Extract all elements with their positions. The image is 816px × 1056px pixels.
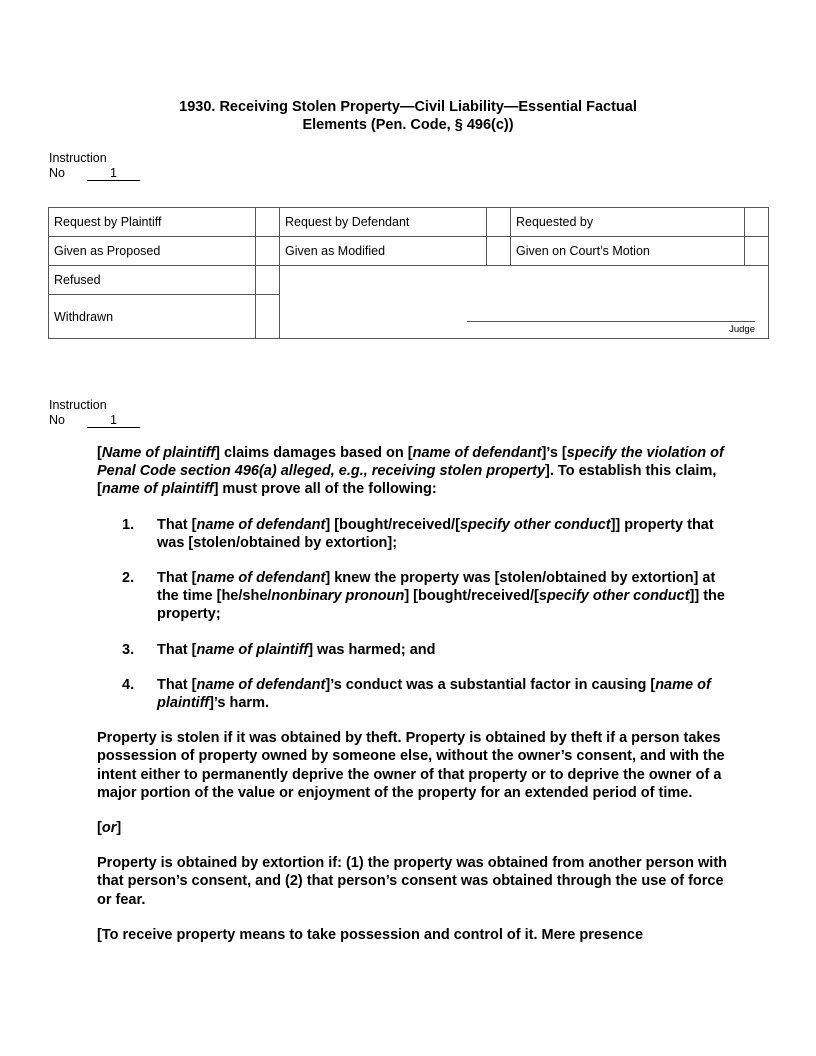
no-label: No bbox=[49, 165, 65, 180]
receive-definition-paragraph: [To receive property means to take possession and control of it. Mere presence bbox=[97, 926, 644, 943]
list-item: 2. That [name of defendant] knew the property was [stolen/obtained by extortion] at the time [he/she/nonbinary pronoun] [bought/received/[specify other conduct]] the property; bbox=[122, 570, 725, 623]
given-on-courts-motion-checkbox[interactable] bbox=[745, 237, 769, 266]
given-as-modified-checkbox[interactable] bbox=[487, 237, 511, 266]
instruction-body bbox=[97, 444, 737, 961]
request-status-table bbox=[48, 207, 769, 339]
title-line-2: Elements (Pen. Code, § 496(c)) bbox=[302, 117, 514, 133]
intro-paragraph: [Name of plaintiff] claims damages based on [name of defendant]’s [specify the violation of Penal Code section 496(a) alleged, e.g., receiving stolen property]. To establish this claim, [name of plaintiff] must prove all of the following: bbox=[97, 445, 724, 498]
list-item: 3. That [name of plaintiff] was harmed; and bbox=[122, 641, 436, 658]
extortion-definition-paragraph: Property is obtained by extortion if: (1) the property was obtained from another person with that person’s consent, and (2) that person’s consent was obtained through the use of force or fear. bbox=[97, 855, 728, 908]
request-by-plaintiff-checkbox[interactable] bbox=[256, 208, 280, 237]
instruction-label: Instruction bbox=[49, 151, 107, 165]
title-line-1: 1930. Receiving Stolen Property—Civil Liability—Essential Factual bbox=[179, 99, 637, 115]
given-as-proposed-label: Given as Proposed bbox=[49, 237, 256, 266]
request-by-defendant-label: Request by Defendant bbox=[280, 208, 487, 237]
refused-checkbox[interactable] bbox=[256, 266, 280, 295]
item-number: 3. bbox=[122, 641, 135, 658]
requested-by-label: Requested by bbox=[511, 208, 745, 237]
judge-signature-line bbox=[467, 321, 755, 322]
instruction-title bbox=[0, 98, 816, 134]
given-as-modified-label: Given as Modified bbox=[280, 237, 487, 266]
list-item: 1. That [name of defendant] [bought/received/[specify other conduct]] property that was [stolen/obtained by extortion]; bbox=[122, 516, 714, 551]
instruction-label: Instruction bbox=[49, 398, 107, 412]
item-number: 1. bbox=[122, 516, 135, 533]
elements-list bbox=[97, 516, 737, 713]
item-number: 4. bbox=[122, 676, 135, 693]
stolen-definition-paragraph: Property is stolen if it was obtained by theft. Property is obtained by theft if a person takes possession of property owned by someone else, without the owner’s consent, and with the intent either to permanently deprive the owner of that property or to deprive the owner of a major portion of the value or enjoyment of the property for an extended period of time. bbox=[97, 730, 725, 801]
no-label: No bbox=[49, 412, 65, 427]
requested-by-checkbox[interactable] bbox=[745, 208, 769, 237]
given-as-proposed-checkbox[interactable] bbox=[256, 237, 280, 266]
or-bracket: [or] bbox=[97, 820, 122, 837]
request-by-plaintiff-label: Request by Plaintiff bbox=[49, 208, 256, 237]
instruction-body-number-header bbox=[49, 398, 140, 428]
judge-signature-area bbox=[280, 266, 769, 339]
request-by-defendant-checkbox[interactable] bbox=[487, 208, 511, 237]
withdrawn-label: Withdrawn bbox=[49, 295, 256, 339]
instruction-number-header bbox=[49, 151, 140, 181]
instruction-number: 1 bbox=[87, 414, 140, 428]
item-number: 2. bbox=[122, 570, 135, 587]
instruction-number: 1 bbox=[87, 167, 140, 181]
refused-label: Refused bbox=[49, 266, 256, 295]
judge-label: Judge bbox=[729, 324, 755, 335]
given-on-courts-motion-label: Given on Court’s Motion bbox=[511, 237, 745, 266]
list-item: 4. That [name of defendant]’s conduct was a substantial factor in causing [name of plaintiff]’s harm. bbox=[122, 676, 711, 712]
withdrawn-checkbox[interactable] bbox=[256, 295, 280, 339]
